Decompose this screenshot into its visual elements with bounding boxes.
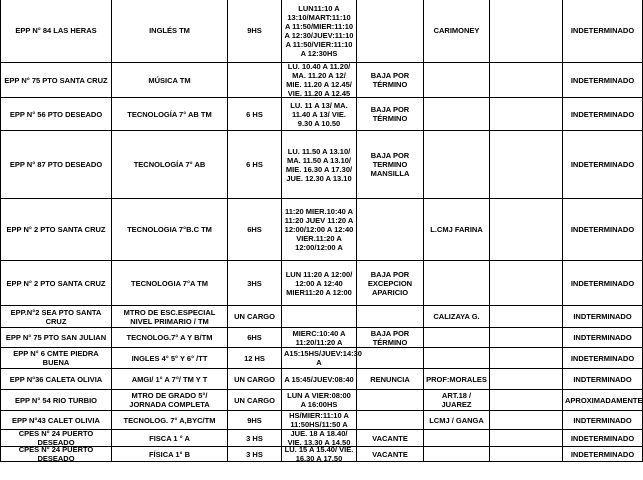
reason-cell xyxy=(357,199,424,261)
reason-cell xyxy=(357,131,424,199)
subject-text: MTRO DE GRADO 5°/ JORNADA COMPLETA xyxy=(129,391,210,409)
subject-cell xyxy=(112,306,228,328)
replacement-text: L.CMJ FARINA xyxy=(430,225,483,234)
hours-cell xyxy=(228,63,282,98)
table-row xyxy=(1,369,643,390)
replacement-text xyxy=(426,98,487,130)
replacement-cell xyxy=(424,98,490,131)
replacement-text xyxy=(426,63,487,97)
subject-text: TECNOLOGÍA 7° AB TM xyxy=(127,109,212,119)
schedule-text: HS/MIER:11:10 A 11:50HS/11:50 A xyxy=(289,411,349,429)
situation-text: INDETERMINADO xyxy=(570,109,635,119)
extra-cell xyxy=(490,369,563,390)
situation-cell xyxy=(563,306,643,328)
replacement-text xyxy=(426,261,487,305)
school-cell xyxy=(1,261,112,306)
extra-cell xyxy=(490,306,563,328)
school-cell xyxy=(1,369,112,390)
replacement-cell xyxy=(424,430,490,447)
schedule-cell xyxy=(282,430,357,447)
reason-cell xyxy=(357,63,424,98)
reason-text: VACANTE xyxy=(372,433,408,443)
subject-cell xyxy=(112,131,228,199)
subject-cell xyxy=(112,261,228,306)
replacement-text xyxy=(426,348,487,368)
school-cell xyxy=(1,348,112,369)
situation-cell xyxy=(563,199,643,261)
hours-text: UN CARGO xyxy=(234,374,275,384)
hours-cell xyxy=(228,0,282,63)
table-row xyxy=(1,63,643,98)
situation-text: INDETERMINADO xyxy=(570,160,635,169)
table-row xyxy=(1,0,643,63)
replacement-text: PROF:MORALES xyxy=(426,374,487,384)
school-text: CPES N° 24 PUERTO DESEADO xyxy=(18,445,94,463)
subject-text: AMGI/ 1° A 7°/ TM Y T xyxy=(131,374,208,384)
hours-cell xyxy=(228,98,282,131)
situation-text: INDTERMINADO xyxy=(573,333,632,342)
subject-text: TECNOLOG.7° A Y B/TM xyxy=(126,333,213,342)
reason-cell xyxy=(357,447,424,462)
table-row xyxy=(1,328,643,348)
hours-cell xyxy=(228,328,282,348)
schedule-text: JUE. 18 A 18.40/ VIE. 13.30 A 14.50 xyxy=(287,429,351,447)
situation-text: INDETERMINADO xyxy=(570,26,635,35)
schedule-text: LU. 11.50 A 13.10/ MA. 11.50 A 13.10/ MIE. 16.30 A 17.30/ JUE. 12.30 A 13.10 xyxy=(285,146,353,183)
schedule-text: LU. 15 A 15.40/ VIE. 16.30 A 17.50 xyxy=(284,445,354,463)
extra-cell xyxy=(490,411,563,430)
situation-text: INDTERMINADO xyxy=(573,374,632,384)
schedule-text: LUN A VIER:08:00 A 16:00HS xyxy=(287,391,351,409)
subject-text: FÍSICA 1° B xyxy=(148,449,191,459)
school-text: EPP N° 87 PTO DESEADO xyxy=(9,160,103,169)
extra-cell xyxy=(490,0,563,63)
hours-cell xyxy=(228,261,282,306)
school-text: EPP N° 54 RIO TURBIO xyxy=(14,395,98,405)
reason-text xyxy=(359,348,421,368)
situation-cell xyxy=(563,411,643,430)
schedule-text xyxy=(284,306,354,327)
reason-cell xyxy=(357,348,424,369)
replacement-cell xyxy=(424,328,490,348)
hours-cell xyxy=(228,430,282,447)
schedule-cell xyxy=(282,447,357,462)
hours-cell xyxy=(228,348,282,369)
extra-cell xyxy=(490,390,563,411)
situation-text: INDETERMINADO xyxy=(570,75,635,85)
schedule-cell xyxy=(282,261,357,306)
reason-text: BAJA POR TÉRMINO xyxy=(370,71,410,89)
table-row xyxy=(1,199,643,261)
table-row xyxy=(1,390,643,411)
schedule-cell xyxy=(282,369,357,390)
subject-cell xyxy=(112,199,228,261)
reason-cell xyxy=(357,369,424,390)
subject-text: FISCA 1 ° A xyxy=(149,433,190,443)
reason-text: BAJA POR TERMINO MANSILLA xyxy=(370,151,410,178)
subject-text: INGLES 4° 5° Y 6° /TT xyxy=(131,353,208,363)
situation-text: INDTERMINADO xyxy=(573,312,632,321)
reason-cell xyxy=(357,98,424,131)
situation-text: APROXIMADAMENTE xyxy=(565,395,643,405)
replacement-cell xyxy=(424,348,490,369)
school-text: CPES N° 24 PUERTO DESEADO xyxy=(18,429,94,447)
situation-text: INDETERMINADO xyxy=(570,353,635,363)
school-text: EPP N° 2 PTO SANTA CRUZ xyxy=(6,225,106,234)
replacement-text: CALIZAYA G. xyxy=(433,312,480,321)
schedule-cell xyxy=(282,98,357,131)
reason-cell xyxy=(357,430,424,447)
school-cell xyxy=(1,131,112,199)
schedule-text: A15:15HS/JUEV:14:30 A xyxy=(284,349,362,367)
hours-text: 6HS xyxy=(247,333,262,342)
replacement-cell xyxy=(424,369,490,390)
school-cell xyxy=(1,306,112,328)
table-row xyxy=(1,98,643,131)
hours-text: 6 HS xyxy=(246,160,263,169)
table-row xyxy=(1,447,643,462)
schedule-cell xyxy=(282,306,357,328)
school-cell xyxy=(1,411,112,430)
subject-text: MTRO DE ESC.ESPECIAL NIVEL PRIMARIO / TM xyxy=(123,307,216,326)
situation-text: INDETERMINADO xyxy=(570,449,635,459)
subject-text: TECNOLOG. 7° A,BYC/TM xyxy=(123,415,216,425)
reason-text xyxy=(359,411,421,429)
situation-cell xyxy=(563,447,643,462)
school-text: EPP N°43 CALET OLIVIA xyxy=(12,415,100,425)
extra-cell xyxy=(490,447,563,462)
subject-cell xyxy=(112,390,228,411)
situation-cell xyxy=(563,131,643,199)
hours-text: 9HS xyxy=(247,415,262,425)
replacement-cell xyxy=(424,411,490,430)
replacement-cell xyxy=(424,261,490,306)
hours-text: UN CARGO xyxy=(234,395,275,405)
extra-cell xyxy=(490,131,563,199)
extra-cell xyxy=(490,63,563,98)
reason-text xyxy=(359,390,421,410)
table-row xyxy=(1,131,643,199)
hours-text: 6HS xyxy=(247,225,262,234)
reason-cell xyxy=(357,411,424,430)
table-row xyxy=(1,348,643,369)
hours-cell xyxy=(228,131,282,199)
subject-text: TECNOLOGÍA 7° AB xyxy=(133,160,206,169)
reason-text xyxy=(359,199,421,260)
schedule-text: LU. 10.40 A 11.20/ MA. 11.20 A 12/ MIE. 11.20 A 12.45/ VIE. 11.20 A 12.45 xyxy=(286,62,352,98)
reason-cell xyxy=(357,390,424,411)
replacement-text: CARIMONEY xyxy=(433,26,480,35)
schedule-text: MIERC:10:40 A 11:20/11:20 A xyxy=(292,328,346,347)
situation-cell xyxy=(563,98,643,131)
schedule-text: LUN 11:20 A 12:00/ 12:00 A 12:40 MIER11:20 A 12:00 xyxy=(285,269,353,297)
hours-cell xyxy=(228,369,282,390)
replacement-text: LCMJ / GANGA xyxy=(429,415,484,425)
subject-cell xyxy=(112,0,228,63)
extra-cell xyxy=(490,430,563,447)
schedule-text: A 15:45/JUEV:08:40 xyxy=(284,374,354,384)
situation-text: INDETERMINADO xyxy=(570,278,635,288)
situation-text: INDTERMINADO xyxy=(573,415,632,425)
schedule-cell xyxy=(282,328,357,348)
hours-text: 12 HS xyxy=(244,353,265,363)
school-text: EPP N° 75 PTO SANTA CRUZ xyxy=(4,75,108,85)
extra-cell xyxy=(490,98,563,131)
hours-text: 6 HS xyxy=(246,109,263,119)
situation-cell xyxy=(563,430,643,447)
hours-text: 3HS xyxy=(247,278,262,288)
hours-cell xyxy=(228,411,282,430)
situation-cell xyxy=(563,369,643,390)
school-cell xyxy=(1,390,112,411)
school-text: EPP N°36 CALETA OLIVIA xyxy=(9,374,103,384)
situation-cell xyxy=(563,261,643,306)
reason-cell xyxy=(357,306,424,328)
school-cell xyxy=(1,63,112,98)
reason-cell xyxy=(357,328,424,348)
subject-text: INGLÉS TM xyxy=(149,26,190,35)
schedule-cell xyxy=(282,348,362,369)
table-row xyxy=(1,261,643,306)
hours-cell xyxy=(228,447,282,462)
replacement-cell xyxy=(424,63,490,98)
replacement-cell xyxy=(424,131,490,199)
subject-text: TECNOLOGIA 7°A TM xyxy=(130,278,209,288)
situation-text: INDETERMINADO xyxy=(570,433,635,443)
reason-text: BAJA POR EXCEPCION APARICIO xyxy=(367,269,413,297)
extra-cell xyxy=(490,261,563,306)
school-text: EPP N° 56 PTO DESEADO xyxy=(9,109,103,119)
hours-cell xyxy=(228,390,282,411)
extra-cell xyxy=(490,328,563,348)
subject-cell xyxy=(112,430,228,447)
replacement-cell xyxy=(424,199,490,261)
situation-text: INDETERMINADO xyxy=(570,225,635,234)
school-cell xyxy=(1,447,112,462)
school-text: EPP N° 84 LAS HERAS xyxy=(15,26,97,35)
replacement-text: ART.18 / JUAREZ xyxy=(441,391,472,409)
reason-text: VACANTE xyxy=(372,449,408,459)
school-cell xyxy=(1,328,112,348)
subject-cell xyxy=(112,98,228,131)
subject-cell xyxy=(112,63,228,98)
replacement-cell xyxy=(424,0,490,63)
subject-cell xyxy=(112,348,228,369)
school-text: EPP N° 6 CMTE PIEDRA BUENA xyxy=(13,349,99,367)
schedule-cell xyxy=(282,390,357,411)
situation-cell xyxy=(563,0,643,63)
replacement-text xyxy=(426,131,487,198)
hours-cell xyxy=(228,306,282,328)
reason-text: RENUNCIA xyxy=(370,374,410,384)
situation-cell xyxy=(563,390,643,411)
school-cell xyxy=(1,98,112,131)
hours-text xyxy=(230,63,279,97)
reason-cell xyxy=(357,0,424,63)
extra-cell xyxy=(490,199,563,261)
school-text: EPP.N°2 SEA PTO SANTA CRUZ xyxy=(10,307,102,326)
hours-text: UN CARGO xyxy=(234,312,275,321)
replacement-text xyxy=(426,328,487,347)
situation-cell xyxy=(563,328,643,348)
schedule-cell xyxy=(282,131,357,199)
table-row xyxy=(1,411,643,430)
extra-cell xyxy=(490,348,563,369)
reason-text: BAJA POR TÉRMINO xyxy=(370,328,410,347)
subject-cell xyxy=(112,447,228,462)
replacement-cell xyxy=(424,306,490,328)
school-text: EPP N° 75 PTO SAN JULIAN xyxy=(5,333,107,342)
schedule-cell xyxy=(282,411,357,430)
hours-cell xyxy=(228,199,282,261)
situation-cell xyxy=(563,348,643,369)
school-cell xyxy=(1,0,112,63)
school-text: EPP N° 2 PTO SANTA CRUZ xyxy=(6,278,106,288)
replacement-cell xyxy=(424,447,490,462)
replacement-cell xyxy=(424,390,490,411)
subject-cell xyxy=(112,328,228,348)
schedule-text: LU. 11 A 13/ MA. 11.40 A 13/ VIE. 9.30 A 10.50 xyxy=(290,100,348,128)
subject-text: TECNOLOGIA 7°B.C TM xyxy=(127,225,212,234)
school-cell xyxy=(1,430,112,447)
reason-text: BAJA POR TÉRMINO xyxy=(370,105,410,123)
situation-cell xyxy=(563,63,643,98)
hours-text: 9HS xyxy=(247,26,262,35)
hours-text: 3 HS xyxy=(246,433,263,443)
replacement-text xyxy=(426,447,487,461)
table-row xyxy=(1,306,643,328)
schedule-text: LUN11:10 A 13:10/MART:11:10 A 11:50/MIER:11:10 A 12:30/JUEV:11:10 A 11:50/VIER:11:10 A 12:30HS xyxy=(284,3,354,58)
replacement-text xyxy=(426,430,487,446)
reason-text xyxy=(359,306,421,327)
subject-cell xyxy=(112,369,228,390)
schedule-text: 11:20 MIER.10:40 A 11:20 JUEV 11:20 A 12:00/12:00 A 12:40 VIER.11:20 A 12:00/12:00 A xyxy=(284,207,354,252)
table-row xyxy=(1,430,643,447)
schedule-cell xyxy=(282,63,357,98)
school-cell xyxy=(1,199,112,261)
subject-cell xyxy=(112,411,228,430)
schedule-cell xyxy=(282,0,357,63)
reason-cell xyxy=(357,261,424,306)
hours-text: 3 HS xyxy=(246,449,263,459)
reason-text xyxy=(359,0,421,62)
subject-text: MÚSICA TM xyxy=(148,75,191,85)
schedule-cell xyxy=(282,199,357,261)
